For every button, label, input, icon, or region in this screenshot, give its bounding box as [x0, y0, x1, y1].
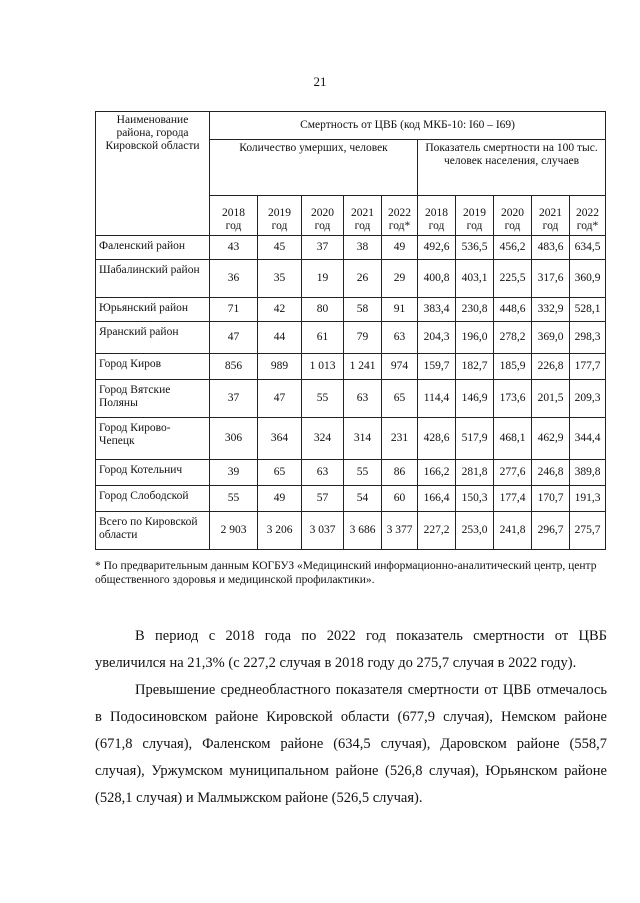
value-cell: 492,6 — [418, 236, 456, 260]
value-cell: 634,5 — [570, 236, 606, 260]
paragraph-exceedance: Превышение среднеобластного показателя смертности от ЦВБ отмечалось в Подосиновском районе Кировской области (677,9 случая), Немском районе (671,8 случая), Фаленском районе (634,5 случая), Даровском районе (558,7 случая), Уржумском муниципальном районе (526,8 случая), Юрьянском районе (528,1 случая) и Малмыжском районе (526,5 случая). — [95, 681, 607, 806]
value-cell: 324 — [302, 418, 344, 460]
value-cell: 191,3 — [570, 486, 606, 512]
year-header: 2018 год — [418, 196, 456, 236]
value-cell: 166,4 — [418, 486, 456, 512]
value-cell: 37 — [210, 380, 258, 418]
value-cell: 306 — [210, 418, 258, 460]
value-cell: 3 377 — [382, 512, 418, 550]
value-cell: 49 — [382, 236, 418, 260]
value-cell: 47 — [258, 380, 302, 418]
value-cell: 42 — [258, 298, 302, 322]
table-row — [96, 460, 606, 486]
value-cell: 159,7 — [418, 354, 456, 380]
value-cell: 314 — [344, 418, 382, 460]
value-cell: 182,7 — [456, 354, 494, 380]
value-cell: 146,9 — [456, 380, 494, 418]
region-name-cell: Город Вятские Поляны — [96, 380, 210, 418]
value-cell: 63 — [344, 380, 382, 418]
value-cell: 55 — [210, 486, 258, 512]
year-header: 2022 год* — [570, 196, 606, 236]
year-header: 2021 год — [532, 196, 570, 236]
value-cell: 517,9 — [456, 418, 494, 460]
value-cell: 61 — [302, 322, 344, 354]
value-cell: 86 — [382, 460, 418, 486]
value-cell: 166,2 — [418, 460, 456, 486]
header-cvd-mortality: Смертность от ЦВБ (код МКБ-10: I60 – I69) — [210, 112, 606, 140]
value-cell: 38 — [344, 236, 382, 260]
value-cell: 177,4 — [494, 486, 532, 512]
value-cell: 230,8 — [456, 298, 494, 322]
value-cell: 185,9 — [494, 354, 532, 380]
value-cell: 114,4 — [418, 380, 456, 418]
value-cell: 344,4 — [570, 418, 606, 460]
value-cell: 196,0 — [456, 322, 494, 354]
year-header: 2021 год — [344, 196, 382, 236]
value-cell: 45 — [258, 236, 302, 260]
value-cell: 483,6 — [532, 236, 570, 260]
table-row — [96, 298, 606, 322]
value-cell: 2 903 — [210, 512, 258, 550]
value-cell: 44 — [258, 322, 302, 354]
value-cell: 173,6 — [494, 380, 532, 418]
value-cell: 91 — [382, 298, 418, 322]
value-cell: 29 — [382, 260, 418, 298]
value-cell: 332,9 — [532, 298, 570, 322]
header-region-name: Наименование района, города Кировской области — [96, 112, 210, 236]
year-header: 2020 год — [302, 196, 344, 236]
value-cell: 403,1 — [456, 260, 494, 298]
paragraph-trend: В период с 2018 года по 2022 год показатель смертности от ЦВБ увеличился на 21,3% (с 227,2 случая в 2018 году до 275,7 случая в 2022 году). — [95, 627, 607, 671]
value-cell: 55 — [302, 380, 344, 418]
value-cell: 226,8 — [532, 354, 570, 380]
value-cell: 63 — [302, 460, 344, 486]
value-cell: 54 — [344, 486, 382, 512]
value-cell: 204,3 — [418, 322, 456, 354]
value-cell: 201,5 — [532, 380, 570, 418]
value-cell: 65 — [382, 380, 418, 418]
region-name-cell: Шабалинский район — [96, 260, 210, 298]
value-cell: 80 — [302, 298, 344, 322]
value-cell: 241,8 — [494, 512, 532, 550]
table-row — [96, 354, 606, 380]
value-cell: 36 — [210, 260, 258, 298]
value-cell: 65 — [258, 460, 302, 486]
header-mortality-rate: Показатель смертности на 100 тыс. человек населения, случаев — [418, 140, 606, 196]
value-cell: 360,9 — [570, 260, 606, 298]
value-cell: 974 — [382, 354, 418, 380]
value-cell: 63 — [382, 322, 418, 354]
value-cell: 177,7 — [570, 354, 606, 380]
value-cell: 989 — [258, 354, 302, 380]
value-cell: 462,9 — [532, 418, 570, 460]
value-cell: 227,2 — [418, 512, 456, 550]
year-header: 2019 год — [258, 196, 302, 236]
value-cell: 3 686 — [344, 512, 382, 550]
table-row — [96, 418, 606, 460]
value-cell: 170,7 — [532, 486, 570, 512]
value-cell: 71 — [210, 298, 258, 322]
table-row — [96, 236, 606, 260]
value-cell: 856 — [210, 354, 258, 380]
value-cell: 49 — [258, 486, 302, 512]
value-cell: 246,8 — [532, 460, 570, 486]
value-cell: 277,6 — [494, 460, 532, 486]
value-cell: 536,5 — [456, 236, 494, 260]
year-header: 2019 год — [456, 196, 494, 236]
value-cell: 369,0 — [532, 322, 570, 354]
value-cell: 448,6 — [494, 298, 532, 322]
region-name-cell: Город Киров — [96, 354, 210, 380]
value-cell: 43 — [210, 236, 258, 260]
value-cell: 60 — [382, 486, 418, 512]
value-cell: 1 013 — [302, 354, 344, 380]
value-cell: 528,1 — [570, 298, 606, 322]
value-cell: 428,6 — [418, 418, 456, 460]
table-row — [96, 486, 606, 512]
value-cell: 456,2 — [494, 236, 532, 260]
region-name-cell: Всего по Кировской области — [96, 512, 210, 550]
value-cell: 389,8 — [570, 460, 606, 486]
value-cell: 3 206 — [258, 512, 302, 550]
value-cell: 26 — [344, 260, 382, 298]
value-cell: 275,7 — [570, 512, 606, 550]
footnote: * По предварительным данным КОГБУЗ «Медицинский информационно-аналитический центр, центр общественного здоровья и медицинской профилактики». — [95, 560, 597, 586]
value-cell: 37 — [302, 236, 344, 260]
year-header: 2022 год* — [382, 196, 418, 236]
value-cell: 364 — [258, 418, 302, 460]
value-cell: 47 — [210, 322, 258, 354]
value-cell: 3 037 — [302, 512, 344, 550]
value-cell: 253,0 — [456, 512, 494, 550]
region-name-cell: Юрьянский район — [96, 298, 210, 322]
value-cell: 57 — [302, 486, 344, 512]
table-row — [96, 512, 606, 550]
region-name-cell: Город Котельнич — [96, 460, 210, 486]
table-row — [96, 322, 606, 354]
value-cell: 468,1 — [494, 418, 532, 460]
value-cell: 1 241 — [344, 354, 382, 380]
year-header: 2020 год — [494, 196, 532, 236]
value-cell: 150,3 — [456, 486, 494, 512]
value-cell: 39 — [210, 460, 258, 486]
region-name-cell: Город Слободской — [96, 486, 210, 512]
value-cell: 19 — [302, 260, 344, 298]
region-name-cell: Город Кирово-Чепецк — [96, 418, 210, 460]
value-cell: 58 — [344, 298, 382, 322]
value-cell: 209,3 — [570, 380, 606, 418]
table-row — [96, 380, 606, 418]
value-cell: 225,5 — [494, 260, 532, 298]
value-cell: 79 — [344, 322, 382, 354]
value-cell: 400,8 — [418, 260, 456, 298]
header-death-count: Количество умерших, человек — [210, 140, 418, 196]
region-name-cell: Яранский район — [96, 322, 210, 354]
value-cell: 298,3 — [570, 322, 606, 354]
value-cell: 296,7 — [532, 512, 570, 550]
value-cell: 281,8 — [456, 460, 494, 486]
value-cell: 231 — [382, 418, 418, 460]
table-row — [96, 260, 606, 298]
page-number: 21 — [313, 74, 327, 89]
value-cell: 55 — [344, 460, 382, 486]
value-cell: 317,6 — [532, 260, 570, 298]
mortality-table — [95, 111, 606, 550]
region-name-cell: Фаленский район — [96, 236, 210, 260]
value-cell: 278,2 — [494, 322, 532, 354]
year-header: 2018 год — [210, 196, 258, 236]
value-cell: 383,4 — [418, 298, 456, 322]
value-cell: 35 — [258, 260, 302, 298]
